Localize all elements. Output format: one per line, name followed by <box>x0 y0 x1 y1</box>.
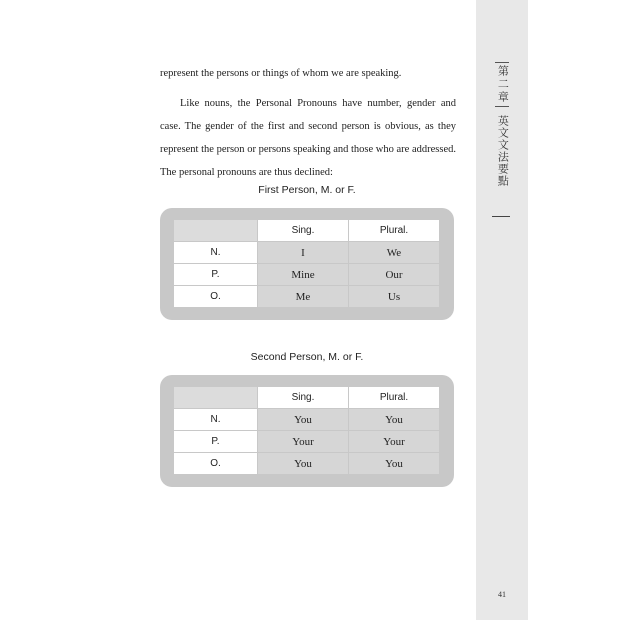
table-frame-first-person <box>160 208 454 320</box>
header-sing: Sing. <box>258 220 349 242</box>
case-label: N. <box>174 242 258 264</box>
singular-form: You <box>258 453 349 475</box>
case-label: P. <box>174 264 258 286</box>
paragraph-continuation: represent the persons or things of whom we are speaking. <box>160 68 402 79</box>
table-header-row <box>174 387 440 409</box>
header-corner <box>174 220 258 242</box>
singular-form: Me <box>258 286 349 308</box>
plural-form: You <box>349 409 440 431</box>
header-corner <box>174 387 258 409</box>
case-label: O. <box>174 286 258 308</box>
pronoun-table-first-person <box>173 219 440 308</box>
table-header-row <box>174 220 440 242</box>
table-row <box>174 409 440 431</box>
chapter-heading <box>487 62 517 187</box>
table-row <box>174 286 440 308</box>
plural-form: We <box>349 242 440 264</box>
plural-form: Us <box>349 286 440 308</box>
header-sing: Sing. <box>258 387 349 409</box>
singular-form: You <box>258 409 349 431</box>
header-plural: Plural. <box>349 387 440 409</box>
header-plural: Plural. <box>349 220 440 242</box>
case-label: N. <box>174 409 258 431</box>
table-caption-second-person: Second Person, M. or F. <box>250 351 364 363</box>
case-label: O. <box>174 453 258 475</box>
chapter-number: 第二章 <box>495 62 510 107</box>
singular-form: I <box>258 242 349 264</box>
table-row <box>174 264 440 286</box>
sidebar-rule <box>492 216 510 217</box>
table-row <box>174 242 440 264</box>
page-number: 41 <box>498 590 506 599</box>
table-row <box>174 431 440 453</box>
case-label: P. <box>174 431 258 453</box>
chapter-title: 英文文法要點 <box>496 115 510 187</box>
pronoun-table-second-person <box>173 386 440 475</box>
table-frame-second-person <box>160 375 454 487</box>
plural-form: Your <box>349 431 440 453</box>
plural-form: Our <box>349 264 440 286</box>
singular-form: Mine <box>258 264 349 286</box>
table-row <box>174 453 440 475</box>
plural-form: You <box>349 453 440 475</box>
singular-form: Your <box>258 431 349 453</box>
paragraph-personal-pronouns: Like nouns, the Personal Pronouns have number, gender and case. The gender of the first and second person is obvious, as they represent the person or persons speaking and those who are addressed. The personal pronouns are thus declined: <box>160 98 456 178</box>
table-caption-first-person: First Person, M. or F. <box>258 184 356 196</box>
